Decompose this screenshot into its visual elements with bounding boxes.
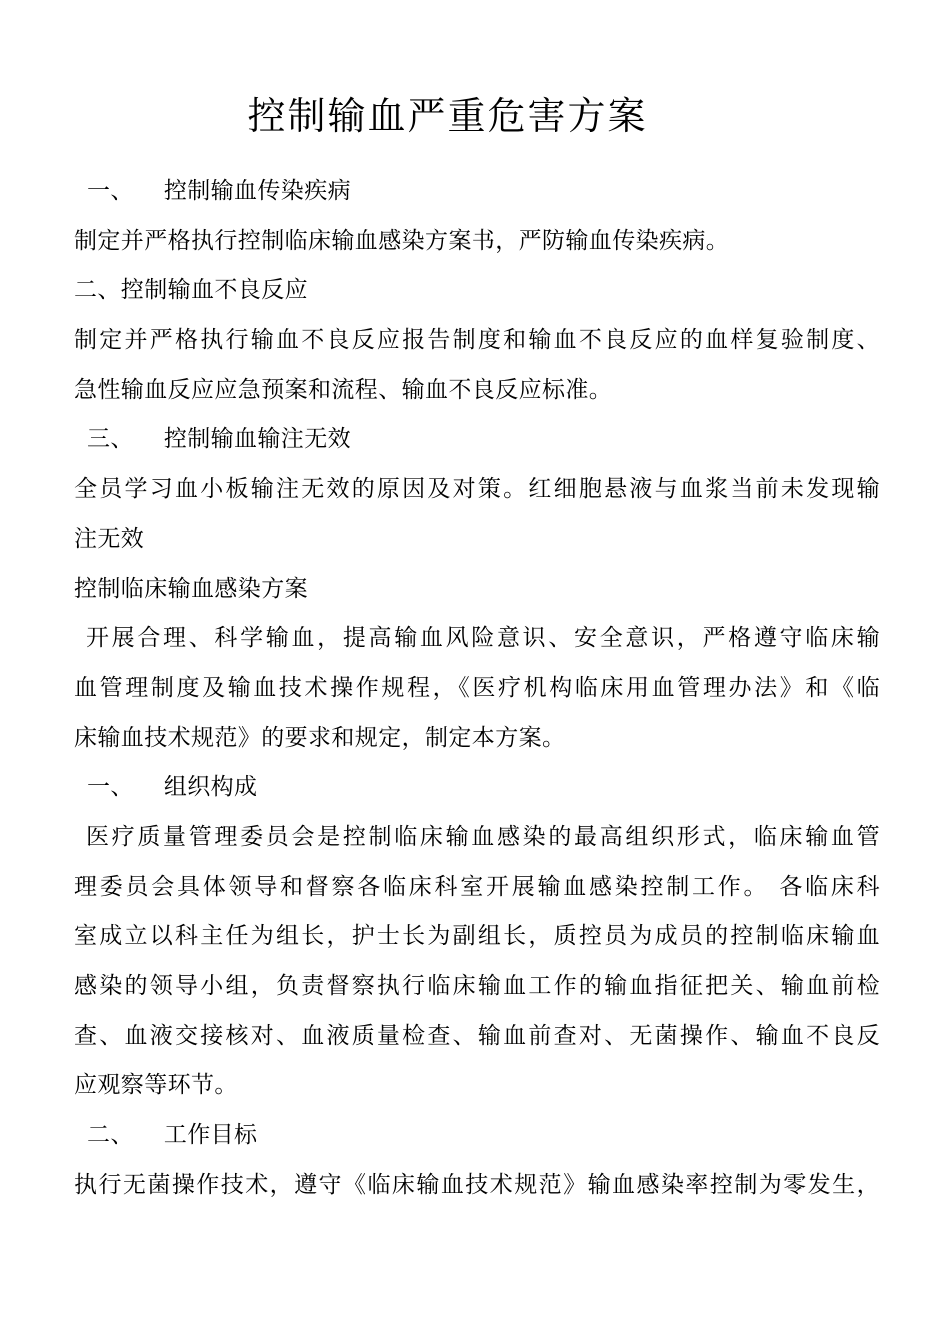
paragraph-line: 血管理制度及输血技术操作规程，《医疗机构临床用血管理办法》和《临	[74, 674, 880, 701]
section-number: 二、	[87, 1122, 134, 1149]
section-number: 一、	[87, 774, 134, 801]
paragraph-line: 查、血液交接核对、血液质量检查、输血前查对、无菌操作、输血不良反	[74, 1022, 880, 1049]
section-heading-2: 二、控制输血不良反应	[74, 277, 308, 304]
paragraph-line: 应观察等环节。	[74, 1072, 238, 1099]
paragraph-line: 执行无菌操作技术，遵守《临床输血技术规范》输血感染率控制为零发生，	[74, 1171, 880, 1198]
section-number: 一、	[87, 178, 134, 204]
section-heading-text: 控制输血传染疾病	[163, 178, 352, 204]
paragraph-line: 室成立以科主任为组长，护士长为副组长，质控员为成员的控制临床输血	[74, 923, 880, 950]
paragraph-line: 急性输血反应应急预案和流程、输血不良反应标准。	[74, 376, 613, 403]
paragraph-line: 感染的领导小组，负责督察执行临床输血工作的输血指征把关、输血前检	[74, 973, 880, 999]
section-heading-4	[74, 763, 880, 813]
section-heading-text: 组织构成	[163, 774, 258, 801]
paragraph-line: 床输血技术规范》的要求和规定，制定本方案。	[74, 724, 566, 751]
paragraph-line: 制定并严格执行控制临床输血感染方案书，严防输血传染疾病。	[74, 227, 730, 254]
paragraph-line: 制定并严格执行输血不良反应报告制度和输血不良反应的血样复验制度、	[74, 327, 880, 354]
section-heading-5	[74, 1111, 880, 1161]
paragraph-line: 医疗质量管理委员会是控制临床输血感染的最高组织形式，临床输血管	[86, 823, 880, 850]
section-number: 三、	[87, 426, 134, 453]
document-title: 控制输血严重危害方案	[247, 94, 648, 138]
paragraph-line: 全员学习血小板输注无效的原因及对策。红细胞悬液与血浆当前未发现输	[74, 476, 880, 503]
section-heading-1	[74, 167, 880, 217]
subtitle-heading: 控制临床输血感染方案	[74, 575, 308, 602]
section-heading-text: 工作目标	[163, 1122, 258, 1149]
section-heading-3	[74, 415, 880, 465]
paragraph-line: 开展合理、科学输血，提高输血风险意识、安全意识，严格遵守临床输	[86, 625, 880, 652]
section-heading-text: 控制输血输注无效	[163, 426, 352, 453]
document-body	[74, 167, 880, 1210]
paragraph-line: 注无效	[74, 525, 145, 552]
paragraph-line: 理委员会具体领导和督察各临床科室开展输血感染控制工作。 各临床科	[74, 873, 880, 900]
